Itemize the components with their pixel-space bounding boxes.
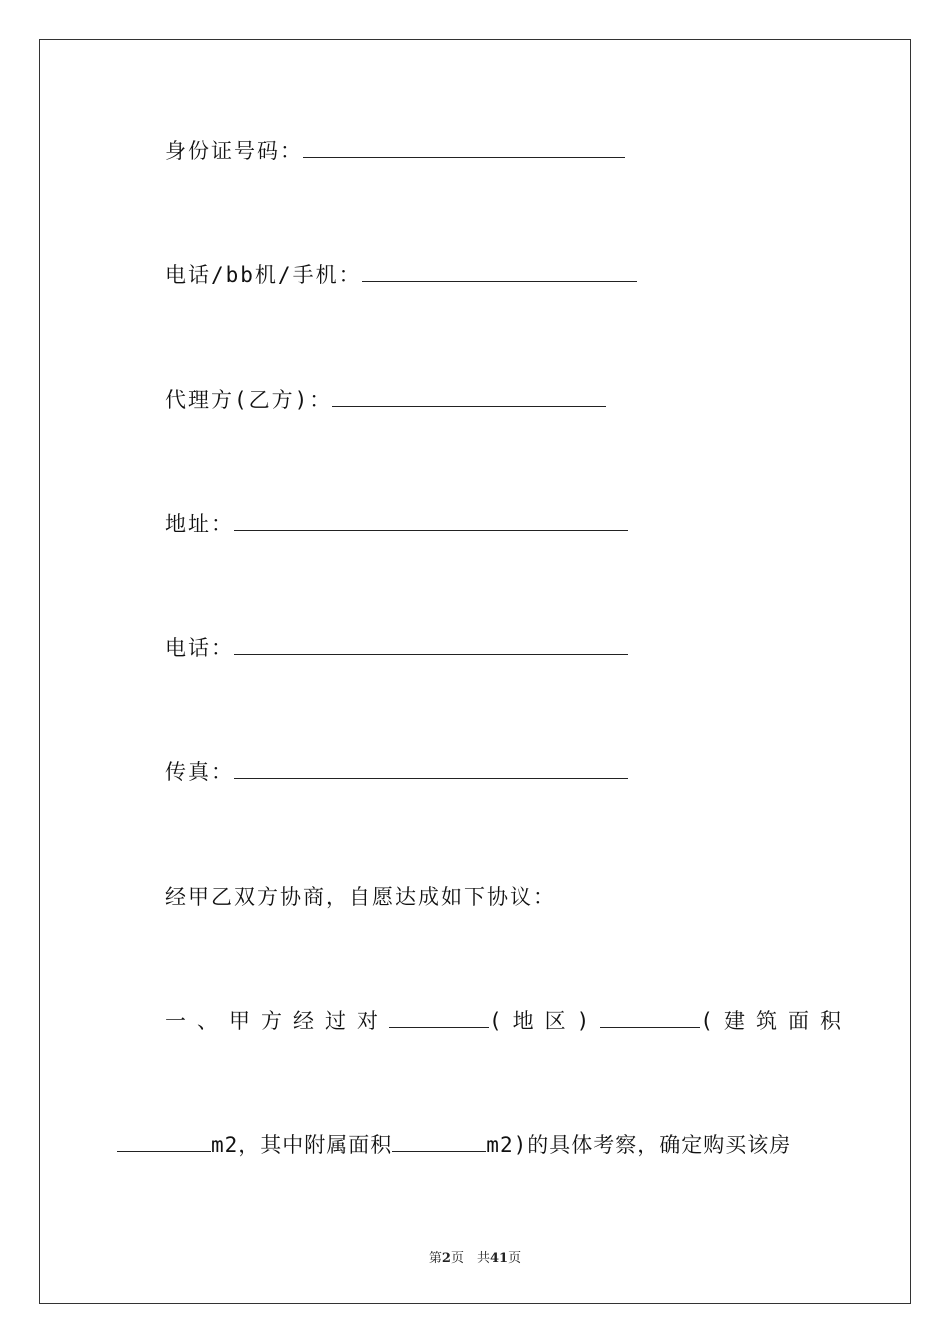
agent-label: 代理方(乙方)： bbox=[165, 388, 333, 412]
clause-1-text-d: m2，其中附属面积 bbox=[211, 1133, 393, 1157]
fax-line bbox=[165, 759, 628, 785]
clause-1-text-c: (建筑面积 bbox=[700, 1009, 852, 1033]
intro-paragraph bbox=[165, 884, 556, 910]
address-blank bbox=[234, 512, 628, 531]
footer-suffix: 页 bbox=[508, 1251, 522, 1266]
fax-blank bbox=[234, 760, 628, 779]
intro-text: 经甲乙双方协商，自愿达成如下协议： bbox=[165, 885, 556, 909]
agent-line bbox=[165, 387, 606, 413]
id-number-label: 身份证号码： bbox=[165, 139, 303, 163]
footer-mid: 页 共 bbox=[450, 1251, 490, 1266]
region-blank bbox=[389, 1009, 489, 1028]
id-number-line bbox=[165, 138, 625, 164]
address-line bbox=[165, 511, 628, 537]
footer-total-pages: 41 bbox=[489, 1251, 509, 1266]
clause-1-line-1 bbox=[165, 1008, 852, 1034]
property-blank bbox=[600, 1009, 700, 1028]
building-area-blank bbox=[117, 1133, 211, 1152]
fax-label: 传真： bbox=[165, 760, 234, 784]
address-label: 地址： bbox=[165, 512, 234, 536]
page-footer bbox=[0, 1247, 950, 1266]
clause-1-text-b: (地区) bbox=[489, 1009, 601, 1033]
phone-line bbox=[165, 635, 628, 661]
auxiliary-area-blank bbox=[392, 1133, 486, 1152]
id-number-blank bbox=[303, 139, 625, 158]
phone-pager-mobile-label: 电话/bb机/手机： bbox=[165, 263, 362, 287]
phone-pager-mobile-line bbox=[165, 262, 637, 288]
phone-pager-mobile-blank bbox=[362, 263, 637, 282]
page-border bbox=[39, 39, 911, 1304]
phone-label: 电话： bbox=[165, 636, 234, 660]
phone-blank bbox=[234, 636, 628, 655]
footer-page-number: 2 bbox=[441, 1251, 451, 1266]
clause-1-line-2 bbox=[117, 1132, 791, 1158]
clause-1-text-e: m2)的具体考察，确定购买该房 bbox=[486, 1133, 792, 1157]
clause-1-text-a: 一、甲方经过对 bbox=[165, 1009, 389, 1033]
footer-prefix: 第 bbox=[428, 1251, 442, 1266]
agent-blank bbox=[332, 388, 606, 407]
